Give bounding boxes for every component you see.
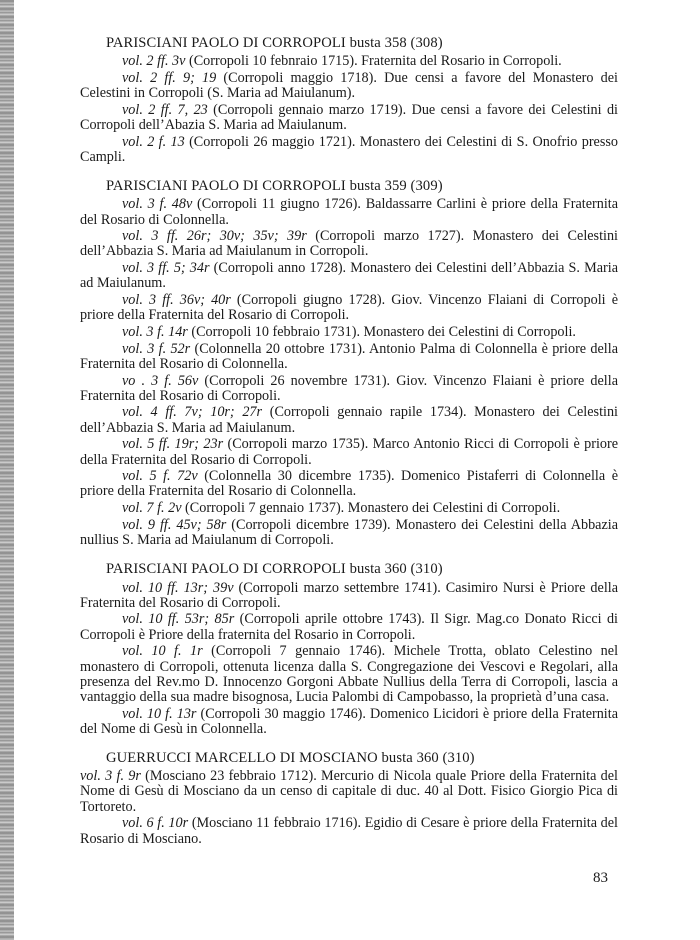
entry-text: (Corropoli marzo 1727). Monastero dei Celestini dell’Abbazia S. Maria ad Maiulanum in Corropoli. [80, 228, 618, 260]
entry-ref: vol. 5 f. 72v [122, 468, 198, 485]
entry-ref: vol. 2 ff. 3v [122, 53, 186, 70]
entry [80, 769, 618, 815]
entry-text: (Corropoli 7 gennaio 1737). Monastero dei Celestini di Corropoli. [181, 500, 561, 517]
entry-ref: vol. 3 ff. 36v; 40r [122, 292, 231, 309]
entry [80, 581, 618, 611]
entry [80, 437, 618, 467]
entry [80, 71, 618, 101]
entry-text: (Colonnella 20 ottobre 1731). Antonio Palma di Colonnella è priore della Fraternita del Rosario di Colonnella. [80, 340, 618, 372]
entry-text: (Corropoli 30 maggio 1746). Domenico Licidori è priore della Fraternita del Nome di Gesù in Colonnella. [80, 705, 618, 737]
entry-text: (Corropoli 10 febbraio 1731). Monastero dei Celestini di Corropoli. [187, 323, 576, 340]
entry-text: (Corropoli 26 novembre 1731). Giov. Vincenzo Flaiani è priore della Fraternita del Rosario di Corropoli. [80, 372, 618, 404]
entry-text: (Corropoli 11 giugno 1726). Baldassarre Carlini è priore della Fraternita del Rosario di Colonnella. [80, 196, 618, 228]
entry-text: (Mosciano 11 febbraio 1716). Egidio di Cesare è priore della Fraternita del Rosario di Mosciano. [80, 815, 619, 847]
entry [80, 612, 618, 642]
entry-ref: vol. 4 ff. 7v; 10r; 27r [122, 404, 263, 421]
scanned-spine-edge [0, 0, 14, 940]
entry-ref: vol. 7 f. 2v [122, 500, 182, 517]
entry [80, 707, 618, 737]
entry [80, 135, 618, 165]
entry-text: (Corropoli 7 gennaio 1746). Michele Trotta, oblato Celestino nel monastero di Corropoli, ottenuta licenza dalla S. Congregazione dei Vescovi e Regolari, alla presenza del Rev.mo D. Innocenzo Gorgoni Abbate Nullius della Terra di Corropoli, lascia a vantaggio della sua madre bisognosa, Lucia Palombi di Campobasso, la proprietà d’una casa. [80, 643, 619, 705]
entry-text: (Corropoli anno 1728). Monastero dei Celestini dell’Abbazia S. Maria ad Maiulanum. [80, 260, 618, 292]
section-heading: PARISCIANI PAOLO DI CORROPOLI busta 360 (310) [106, 561, 443, 578]
section-guerrucci [80, 751, 618, 847]
entry-ref: vol. 9 ff. 45v; 58r [122, 516, 227, 533]
entry-ref: vol. 3 ff. 5; 34r [122, 260, 210, 277]
entry-ref: vol. 6 f. 10r [122, 815, 189, 832]
entry [80, 103, 618, 133]
entry-ref: vol. 3 f. 48v [122, 196, 193, 213]
entry [80, 374, 618, 404]
entry-text: (Colonnella 30 dicembre 1735). Domenico Pistaferri di Colonnella è priore della Fraternita del Rosario di Colonnella. [80, 468, 618, 500]
section-heading: PARISCIANI PAOLO DI CORROPOLI busta 358 (308) [106, 35, 443, 51]
entry-text: (Corropoli dicembre 1739). Monastero dei Celestini della Abbazia nullius S. Maria ad Maiulanum di Corropoli. [80, 516, 619, 549]
entry [80, 261, 618, 291]
entry [80, 518, 618, 548]
entry-ref: vol. 10 ff. 53r; 85r [122, 611, 235, 628]
entry-text: (Corropoli giugno 1728). Giov. Vincenzo Flaiani di Corropoli è priore della Fraternita del Rosario di Corropoli. [80, 292, 619, 324]
section-heading: PARISCIANI PAOLO DI CORROPOLI busta 359 (309) [106, 178, 443, 195]
document-page [80, 36, 618, 848]
entry-text: (Corropoli marzo settembre 1741). Casimiro Nursi è Priore della Fraternita del Rosario di Corropoli. [80, 579, 618, 611]
entry [80, 342, 618, 372]
entry-text: (Corropoli 10 febnraio 1715). Fraternita del Rosario in Corropoli. [185, 53, 562, 70]
entry [80, 197, 618, 227]
entry-ref: vol. 2 ff. 9; 19 [122, 69, 217, 86]
entry-text: (Corropoli gennaio rapile 1734). Monastero dei Celestini dell’Abbazia S. Maria ad Maiulanum. [80, 404, 618, 436]
entry-ref: vol. 3 f. 14r [122, 323, 188, 340]
entry-ref: vol. 3 ff. 26r; 30v; 35v; 39r [122, 228, 307, 245]
entry-text: (Corropoli gennaio marzo 1719). Due censi a favore dei Celestini di Corropoli dell’Abazia S. Maria ad Maiulanum. [80, 101, 618, 134]
entry [80, 229, 618, 259]
entry-ref: vo . 3 f. 56v [122, 372, 199, 389]
section-heading: GUERRUCCI MARCELLO DI MOSCIANO busta 360 (310) [106, 750, 475, 767]
section-busta-358 [80, 36, 618, 165]
section-busta-359 [80, 179, 618, 548]
entry-text: (Corropoli marzo 1735). Marco Antonio Ricci di Corropoli è priore della Fraternita del Rosario di Corropoli. [80, 436, 619, 468]
entry [80, 293, 618, 323]
entry [80, 469, 618, 499]
entry-ref: vol. 2 ff. 7, 23 [122, 101, 208, 118]
page-number: 83 [593, 870, 608, 886]
entry [80, 816, 618, 846]
entry-ref: vol. 3 f. 9r [80, 768, 141, 785]
entry-ref: vol. 10 f. 13r [122, 705, 197, 722]
entry-text: (Mosciano 23 febbraio 1712). Mercurio di Nicola quale Priore della Fraternita del Nome di Gesù di Mosciano da un censo di capitale di duc. 40 al Dott. Fisico Giorgio Pica di Tortoreto. [80, 768, 618, 815]
entry-text: (Corropoli 26 maggio 1721). Monastero dei Celestini di S. Onofrio presso Campli. [80, 133, 618, 165]
entry-ref: vol. 10 f. 1r [122, 643, 203, 660]
entry-ref: vol. 5 ff. 19r; 23r [122, 436, 224, 453]
entry-ref: vol. 2 f. 13 [122, 133, 185, 150]
section-busta-360 [80, 562, 618, 737]
entry [80, 325, 618, 340]
entry [80, 644, 618, 705]
entry-text: (Corropoli aprile ottobre 1743). Il Sigr. Mag.co Donato Ricci di Corropoli è Priore della fraternita del Rosario in Corropoli. [80, 611, 618, 643]
entry-ref: vol. 3 f. 52r [122, 340, 191, 357]
entry [80, 405, 618, 435]
entry-text: (Corropoli maggio 1718). Due censi a favore del Monastero dei Celestini in Corropoli (S. Maria ad Maiulanum). [80, 69, 618, 102]
entry-ref: vol. 10 ff. 13r; 39v [122, 579, 234, 596]
entry [80, 501, 618, 516]
entry [80, 54, 618, 69]
